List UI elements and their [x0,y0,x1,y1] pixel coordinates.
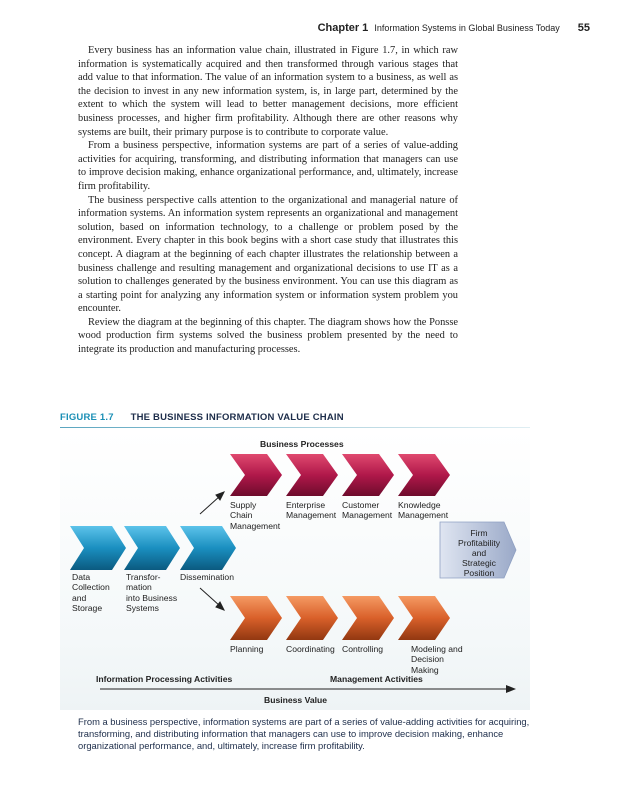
label-coordinating: Coordinating [286,644,335,654]
label-transformation: Transfor- mation into Business Systems [126,572,178,614]
chevron-modeling [398,596,450,640]
chevron-data-collection [70,526,126,570]
chapter-label: Chapter 1 [317,22,369,34]
chevron-controlling [342,596,394,640]
process-chevrons [230,454,450,496]
chevron-customer [342,454,394,496]
figure-caption: From a business perspective, information systems are part of a series of value-adding activities for acquiring, transforming, and distributing information that managers can use to improve decision making, enhance organizational performance, and, ultimately, increase firm profitability. [78,716,530,752]
business-value-arrow [100,685,516,693]
label-modeling: Modeling and Decision Making [411,644,463,675]
page-number: 55 [577,22,590,34]
figure-heading [60,412,530,423]
management-chevrons [230,596,450,640]
label-firm-outcome: Firm Profitability and Strategic Position [457,528,501,578]
label-dissemination: Dissemination [180,572,234,582]
management-activities-label: Management Activities [330,674,423,684]
chevron-enterprise [286,454,338,496]
label-enterprise: Enterprise Management [286,500,337,521]
figure-title: THE BUSINESS INFORMATION VALUE CHAIN [130,412,344,423]
label-knowledge: Knowledge Management [398,500,449,521]
figure-rule [60,427,530,428]
chapter-title: Information Systems in Global Business Today [374,23,560,33]
chevron-transformation [124,526,180,570]
paragraph: From a business perspective, information systems are part of a series of value-adding activities for acquiring, transforming, and distributing information that managers can use to improve decision making, enhance organizational performance, and, ultimately, increase firm profitability. [78,140,458,192]
value-chain-diagram [60,430,530,710]
chevron-dissemination [180,526,236,570]
chevron-knowledge [398,454,450,496]
label-supply-chain: Supply Chain Management [230,500,281,531]
label-planning: Planning [230,644,264,654]
label-customer: Customer Management [342,500,393,521]
label-controlling: Controlling [342,644,384,654]
processing-activities-label: Information Processing Activities [96,674,233,684]
page-header [60,22,590,34]
label-data-collection: Data Collection and Storage [72,572,110,614]
body-text [78,44,458,357]
info-chevrons [70,526,236,570]
paragraph: Review the diagram at the beginning of this chapter. The diagram shows how the Ponsse wood production firm systems solved the business problem presented by the need to integrate its production and manufacturing processes. [78,316,458,356]
chevron-coordinating [286,596,338,640]
business-processes-title: Business Processes [260,439,344,449]
paragraph: The business perspective calls attention to the organizational and managerial nature of information systems. An information system represents an organizational and management solution, based on information technology, to a challenge or problem posed by the environment. Every chapter in this book begins with a short case study that illustrates this concept. A diagram at the beginning of each chapter illustrates the relationship between a business challenge and resulting management and organizational decisions to use IT as a solution to challenges generated by the business environment. You can use this diagram as a starting point for analyzing any information system or information system problem you encounter. [78,194,458,315]
chevron-supply-chain [230,454,282,496]
paragraph: Every business has an information value chain, illustrated in Figure 1.7, in which raw information is systematically acquired and then transformed through various stages that add value to that information. The value of an information system to a business, as well as the decision to invest in any new information system, is, in large part, determined by the extent to which the system will lead to better management decisions, more efficient business processes, and higher firm profitability. Although there are other reasons why systems are built, their primary purpose is to contribute to corporate value. [78,45,458,138]
business-value-label: Business Value [264,695,328,705]
figure-number: FIGURE 1.7 [60,412,114,423]
chevron-planning [230,596,282,640]
